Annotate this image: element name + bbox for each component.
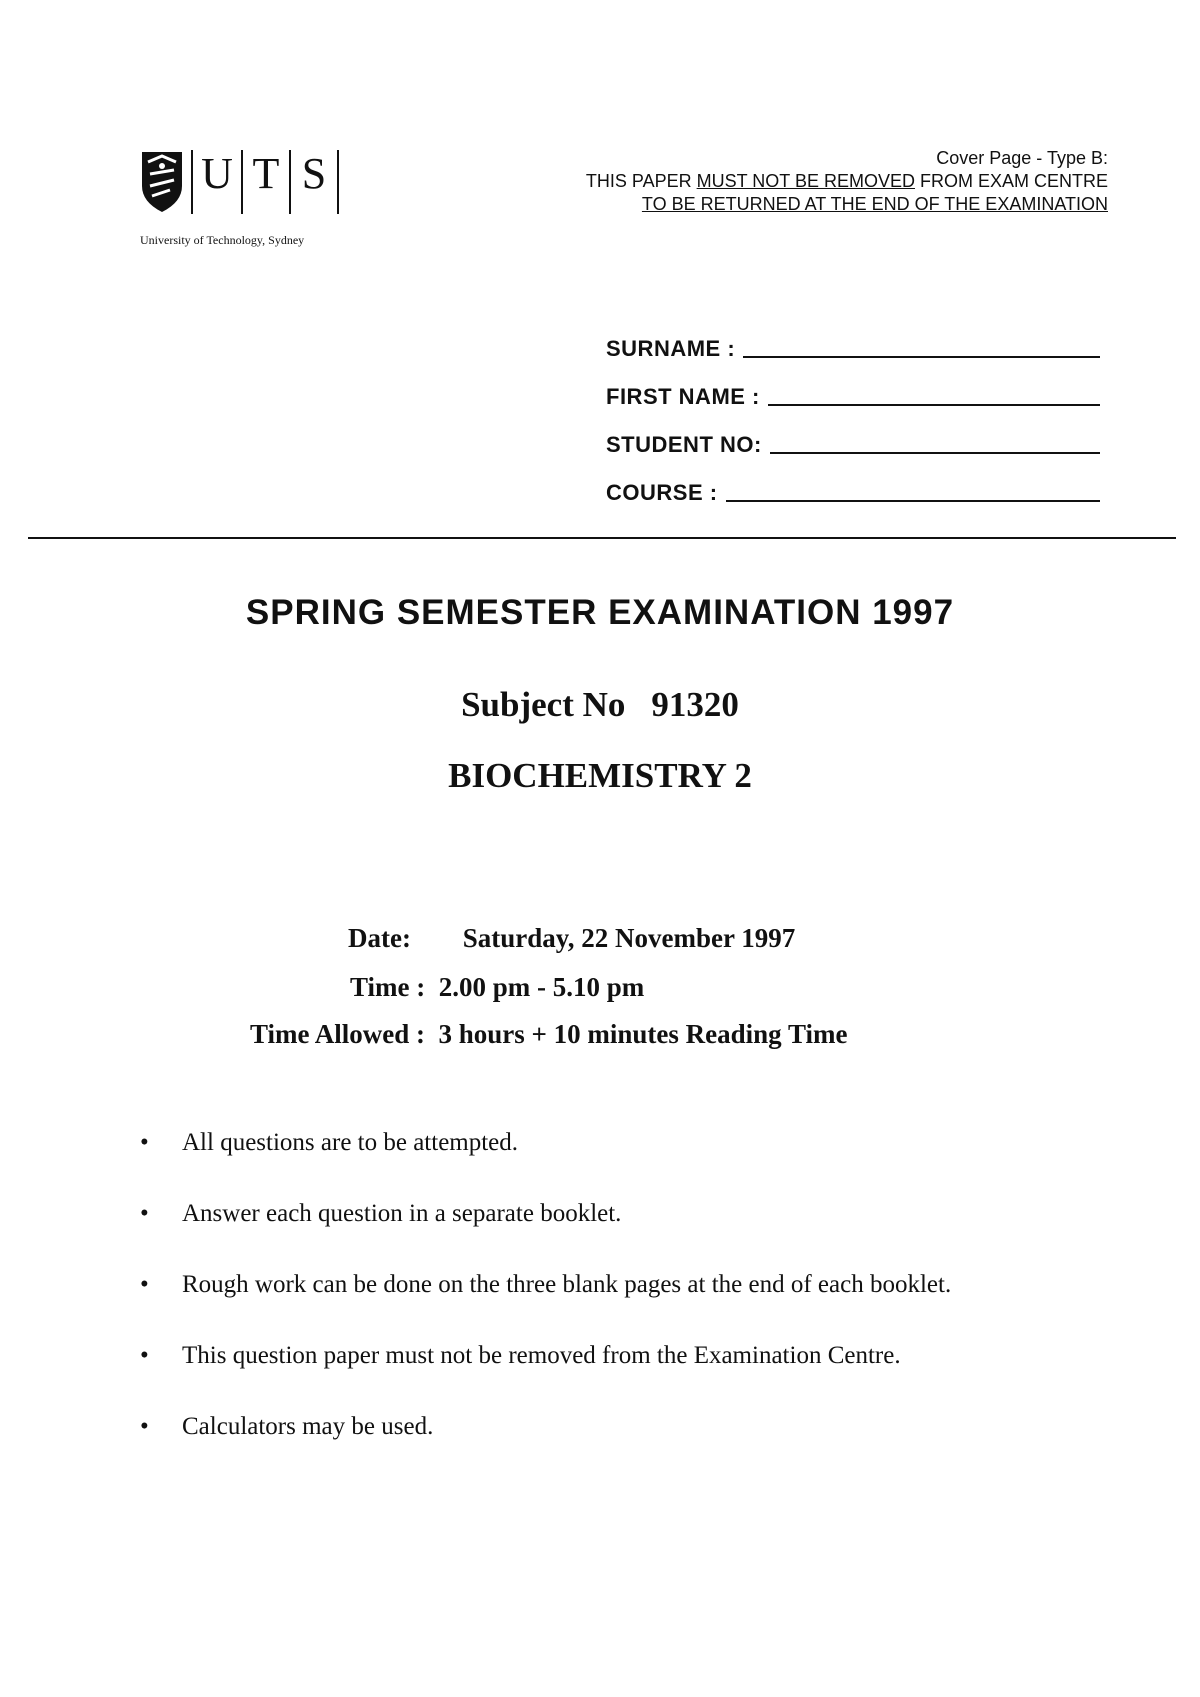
surname-field [606, 314, 1100, 362]
time-label: Time : [350, 972, 426, 1002]
instruction-text: All questions are to be attempted. [182, 1129, 519, 1156]
subject-number-line [0, 685, 1200, 725]
logo-letter: S [301, 149, 327, 198]
bullet-icon: • [140, 1200, 149, 1227]
uts-crest-icon [142, 152, 182, 212]
logo-letter: U [201, 149, 233, 198]
instruction-item [140, 1260, 1100, 1310]
subject-number: 91320 [651, 685, 739, 724]
instruction-item [140, 1402, 1100, 1452]
date-row [348, 923, 795, 954]
first-name-label: FIRST NAME : [606, 384, 760, 409]
bullet-icon: • [140, 1342, 149, 1369]
time-row [350, 972, 644, 1003]
return-instruction-line: TO BE RETURNED AT THE END OF THE EXAMINATION [641, 194, 1108, 214]
student-number-label: STUDENT NO: [606, 432, 762, 457]
instruction-text: Rough work can be done on the three blank pages at the end of each booklet. [182, 1271, 952, 1298]
instruction-text: Answer each question in a separate booklet. [182, 1200, 622, 1227]
student-number-blank[interactable] [770, 430, 1100, 454]
time-allowed-row [250, 1019, 847, 1050]
removal-warning-suffix: FROM EXAM CENTRE [914, 171, 1108, 191]
instruction-item [140, 1331, 1100, 1381]
bullet-icon: • [140, 1271, 149, 1298]
course-field [606, 458, 1100, 506]
surname-label: SURNAME : [606, 336, 736, 361]
header-divider [28, 537, 1176, 539]
course-blank[interactable] [726, 478, 1100, 502]
cover-notice [586, 147, 1108, 216]
time-value: 2.00 pm - 5.10 pm [438, 972, 645, 1002]
subject-name: BIOCHEMISTRY 2 [448, 756, 752, 795]
removal-warning-prefix: THIS PAPER [585, 171, 697, 191]
removal-warning-emphasis: MUST NOT BE REMOVED [696, 171, 915, 191]
instruction-text: Calculators may be used. [182, 1413, 434, 1440]
instruction-text: This question paper must not be removed from the Examination Centre. [182, 1342, 901, 1369]
instruction-item [140, 1189, 1100, 1239]
time-allowed-label: Time Allowed : [250, 1019, 425, 1049]
time-allowed-value: 3 hours + 10 minutes Reading Time [438, 1019, 848, 1049]
date-value: Saturday, 22 November 1997 [462, 923, 796, 953]
date-label: Date: [348, 923, 411, 953]
student-details-form [606, 314, 1100, 506]
subject-label: Subject No [461, 685, 626, 724]
logo-letter: T [252, 149, 280, 198]
first-name-blank[interactable] [768, 382, 1100, 406]
instructions-list [140, 1118, 1100, 1473]
cover-type-line: Cover Page - Type B: [936, 148, 1108, 168]
logo-caption: University of Technology, Sydney [140, 233, 305, 247]
removal-warning-line [586, 170, 1108, 193]
student-number-field [606, 410, 1100, 458]
bullet-icon: • [140, 1413, 149, 1440]
course-label: COURSE : [606, 480, 718, 505]
exam-title: SPRING SEMESTER EXAMINATION 1997 [245, 593, 955, 632]
surname-blank[interactable] [743, 334, 1100, 358]
bullet-icon: • [140, 1129, 149, 1156]
first-name-field [606, 362, 1100, 410]
instruction-item [140, 1118, 1100, 1168]
